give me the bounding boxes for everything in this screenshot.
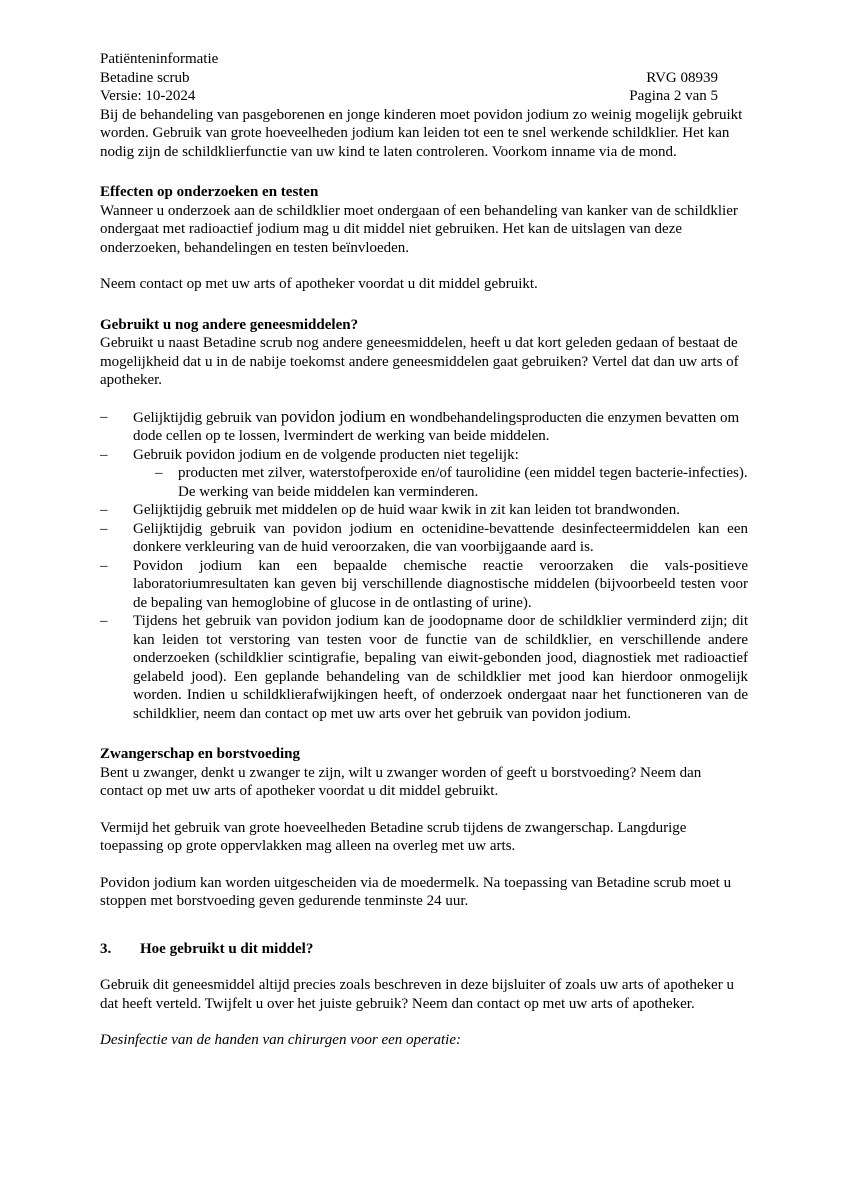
- paragraph: Vermijd het gebruik van grote hoeveelheden Betadine scrub tijdens de zwangerschap. Langdurige toepassing op grote oppervlakken mag alleen na overleg met uw arts.: [100, 819, 687, 854]
- page-header: [100, 50, 748, 106]
- dash-bullet-marker: –: [100, 557, 108, 574]
- sub-heading: Gebruikt u nog andere geneesmiddelen?: [100, 316, 359, 333]
- header-row: [100, 50, 748, 69]
- bullet-text-segment: Gelijktijdig gebruik van: [133, 409, 281, 426]
- product-name: Betadine scrub: [100, 69, 190, 86]
- bullet-item-text: [133, 612, 748, 723]
- sub-heading: Zwangerschap en borstvoeding: [100, 746, 301, 762]
- header-row: [100, 87, 748, 106]
- dash-bullet-marker: –: [155, 465, 163, 481]
- bullet-text-segment: povidon jodium en: [280, 406, 406, 426]
- bullet-text-segment: Gelijktijdig gebruik van povidon jodium en octenidine-bevattende desinfecteermiddelen kan een donkere verkleuring van de huid veroorzaken, die van voorbijgaande aard is.: [133, 520, 748, 555]
- bullet-item: [100, 446, 748, 465]
- bullet-text-segment: producten met zilver, waterstofperoxide en/of taurolidine (een middel tegen bacterie-infecties). De werking van beide middelen kan verminderen.: [178, 465, 748, 500]
- bullet-text-segment: Gebruik povidon jodium en de volgende producten niet tegelijk:: [133, 446, 519, 463]
- sub-heading: Effecten op onderzoeken en testen: [100, 184, 319, 200]
- bullet-item-text: [133, 557, 748, 613]
- dash-bullet-marker: –: [100, 520, 108, 537]
- header-row: [100, 69, 748, 88]
- paragraph: Povidon jodium kan worden uitgescheiden via de moedermelk. Na toepassing van Betadine scrub moet u stoppen met borstvoeding geven gedurende tenminste 24 uur.: [100, 874, 732, 909]
- bullet-item: [100, 520, 748, 557]
- dash-bullet-marker: –: [100, 446, 108, 463]
- dash-bullet-marker: –: [100, 408, 108, 425]
- bullet-item: [100, 408, 748, 446]
- bullet-text-segment: Tijdens het gebruik van povidon jodium kan de joodopname door de schildklier verminderd zijn; dit kan leiden tot verstoring van testen voor de functie van de schildklier, en verschillende andere onderzoeken (schildklier scintigrafie, bepaling van eiwit-gebonden jood, diagnostiek met radioactief gelabeld jood). Een geplande behandeling van de schildklier met jood kan hierdoor onmogelijk worden. Indien u schildklierafwijkingen heeft, of onderzoek ondergaat naar het functioneren van de schildklier, neem dan contact op met uw arts over het gebruik van povidon jodium.: [133, 613, 748, 722]
- reg-number: RVG 08939: [646, 69, 718, 86]
- document-body: [100, 106, 748, 1050]
- paragraph: Bij de behandeling van pasgeborenen en jonge kinderen moet povidon jodium zo weinig mogelijk gebruikt worden. Gebruik van grote hoeveelheden jodium kan leiden tot een te snel werkende schildklier. Het kan nodig zijn de schildklierfunctie van uw kind te laten controleren. Voorkom inname via de mond.: [100, 106, 743, 160]
- doc-type: Patiënteninformatie: [100, 51, 219, 67]
- bullet-item-text: [133, 408, 748, 446]
- dash-bullet-marker: –: [100, 502, 108, 518]
- paragraph: Gebruikt u naast Betadine scrub nog andere geneesmiddelen, heeft u dat kort geleden gedaan of bestaat de mogelijkheid dat u in de nabije toekomst andere geneesmiddelen gaat gebruiken? Vertel dat dan uw arts of apotheker.: [100, 335, 739, 388]
- bullet-item-text: [133, 501, 748, 520]
- bullet-item-text: [133, 520, 748, 557]
- bullet-item-text: [178, 464, 748, 501]
- bullet-text-segment: Povidon jodium kan een bepaalde chemische reactie veroorzaken die vals-positieve laboratoriumresultaten kan geven bij verschillende diagnostische middelen (bijvoorbeeld testen voor de bepaling van hemoglobine of glucose in de ontlasting of urine).: [133, 557, 748, 611]
- bullet-text-segment: Gelijktijdig gebruik met middelen op de huid waar kwik in zit kan leiden tot brandwonden.: [133, 502, 680, 518]
- paragraph: Desinfectie van de handen van chirurgen voor een operatie:: [100, 1032, 461, 1048]
- paragraph: Bent u zwanger, denkt u zwanger te zijn, wilt u zwanger worden of geeft u borstvoeding? Neem dan contact op met uw arts of apotheker voordat u dit middel gebruikt.: [100, 764, 702, 799]
- bullet-item-text: [133, 446, 748, 465]
- bullet-item: [100, 464, 748, 501]
- bullet-text-segment: wondbehandelingsproducten die enzymen bevatten om dode cellen op te lossen, lvermindert de werking van beide middelen.: [133, 409, 740, 444]
- page-number: Pagina 2 van 5: [629, 88, 718, 104]
- bullet-list: [100, 408, 748, 724]
- bullet-item: [100, 501, 748, 520]
- section-heading-text: Hoe gebruikt u dit middel?: [140, 940, 314, 957]
- bullet-item: [100, 612, 748, 723]
- paragraph: Gebruik dit geneesmiddel altijd precies zoals beschreven in deze bijsluiter of zoals uw arts of apotheker u dat heeft verteld. Twijfelt u over het juiste gebruik? Neem dan contact op met uw arts of apotheker.: [100, 977, 734, 1012]
- section-number: 3.: [100, 940, 112, 957]
- version: Versie: 10-2024: [100, 88, 196, 104]
- paragraph: Wanneer u onderzoek aan de schildklier moet ondergaan of een behandeling van kanker van de schildklier ondergaat met radioactief jodium mag u dit middel niet gebruiken. Het kan de uitslagen van deze onderzoeken, behandelingen en testen beïnvloeden.: [100, 202, 738, 256]
- paragraph: Neem contact op met uw arts of apotheker voordat u dit middel gebruikt.: [100, 276, 538, 292]
- section-heading: [100, 940, 748, 959]
- dash-bullet-marker: –: [100, 613, 108, 629]
- bullet-item: [100, 557, 748, 613]
